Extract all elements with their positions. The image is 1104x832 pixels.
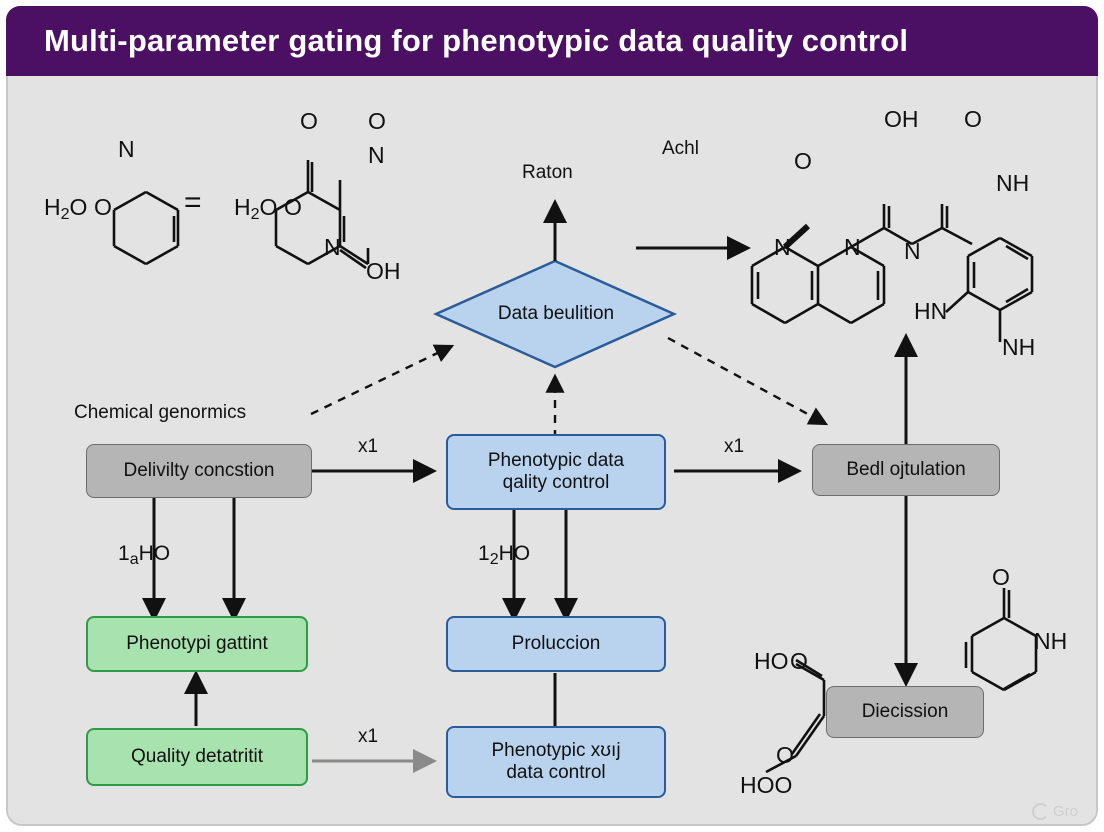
watermark-icon [1032, 803, 1049, 820]
node-delivity-concstion[interactable] [86, 444, 312, 498]
node-bedl-ojtulation[interactable] [812, 444, 1000, 496]
label-achl [662, 138, 699, 160]
chem-label-nh-benzene: NH [1002, 334, 1036, 360]
chem-label-n-amide-1: N [904, 238, 921, 264]
chem-label-hoo-acid: HOO [740, 772, 793, 798]
chem-label-o-acid-1: O [790, 648, 808, 674]
node-label: Phenotypi gattint [126, 633, 268, 655]
label-raton-text: Raton [522, 162, 573, 183]
label-stoich-1a: $1_aHO$ [118, 542, 171, 568]
label-stoich-12: $1_2HO$ [478, 542, 531, 568]
node-label: Proluccion [511, 633, 601, 655]
chem-label-nh-pyridone: NH [1034, 628, 1068, 654]
chem-label-n-left-ring: N [118, 136, 135, 162]
node-label-line2: data control [506, 762, 606, 783]
title-bar [6, 6, 1098, 76]
watermark [1032, 803, 1078, 820]
chem-label-o-left-ring: O [94, 194, 112, 220]
chem-label-o-naph: O [794, 148, 812, 174]
node-label-line1: Phenotypic xʊıj [491, 740, 621, 762]
diagram-canvas [6, 76, 1098, 826]
edge-chemgenomics-diamond [311, 346, 452, 414]
edge-label-text: x1 [358, 436, 379, 457]
label-chemical-genomics [74, 402, 246, 424]
chem-label-nh-amide: NH [996, 170, 1030, 196]
chem-label-equals: = [184, 186, 202, 219]
node-label-line1: Phenotypic data [487, 450, 625, 472]
chem-label-n-mid-ring: N [324, 234, 341, 260]
chem-label-o-mid-ring: O [284, 194, 302, 220]
node-label: Diecission [861, 701, 949, 723]
node-phenotypic-xuj-data-control[interactable] [446, 726, 666, 798]
node-label: Delivilty concstion [123, 460, 275, 482]
decision-label-text: Data beulition [497, 303, 615, 324]
chem-label-o-oxide: O [368, 108, 386, 134]
chem-label-o-acid-2: O [776, 742, 794, 768]
chem-label-o-pyridone: O [992, 564, 1010, 590]
edge-label-x1-bedl [724, 436, 744, 458]
node-phenotypi-gattint[interactable] [86, 616, 308, 672]
chem-label-n-naph-1: N [774, 234, 791, 260]
decision-diamond[interactable] [373, 261, 674, 367]
chem-label-h2o-left: $H_2O$ [44, 194, 88, 223]
chem-structure-pyridone [966, 588, 1036, 690]
edge-diamond-bedl [668, 338, 826, 424]
chem-label-n-naph-2: N [844, 234, 861, 260]
node-proluccion[interactable] [446, 616, 666, 672]
node-label-line2: qality control [502, 472, 610, 493]
chem-label-ho-acid: HO [754, 648, 789, 674]
chem-label-oh-top-right: OH [884, 106, 919, 132]
node-label: Bedl ojtulation [846, 459, 966, 481]
edge-label-x1-delivity [358, 436, 378, 458]
label-chemical-genomics-text: Chemical genormics [74, 402, 247, 423]
page-title: Multi-parameter gating for phenotypic data quality control [44, 23, 909, 58]
chem-label-o-amide: O [964, 106, 982, 132]
chem-structure-benzenediamine [946, 238, 1032, 342]
chem-label-o-ketone-mid: O [300, 108, 318, 134]
node-quality-detatritit[interactable] [86, 728, 308, 786]
node-diecission[interactable] [826, 686, 984, 738]
chem-label-oh-aldehyde: OH [366, 258, 401, 284]
edge-label-text: x1 [724, 436, 745, 457]
node-phenotypic-data-quality-control[interactable] [446, 434, 666, 510]
chem-label-h2o-mid: $H_2O$ [234, 194, 278, 223]
edge-label-x1-phenoxuj [358, 726, 378, 748]
chem-label-n-oxide: N [368, 142, 385, 168]
node-label: Quality detatritit [131, 746, 263, 768]
label-achl-text: Achl [662, 138, 699, 159]
label-raton [522, 162, 573, 184]
edge-label-text: x1 [358, 726, 379, 747]
watermark-text: Gro [1052, 803, 1078, 820]
chem-structure-left [114, 192, 178, 264]
chem-label-hn-benzene: HN [914, 298, 948, 324]
chem-structure-dicarboxyl [766, 660, 824, 772]
